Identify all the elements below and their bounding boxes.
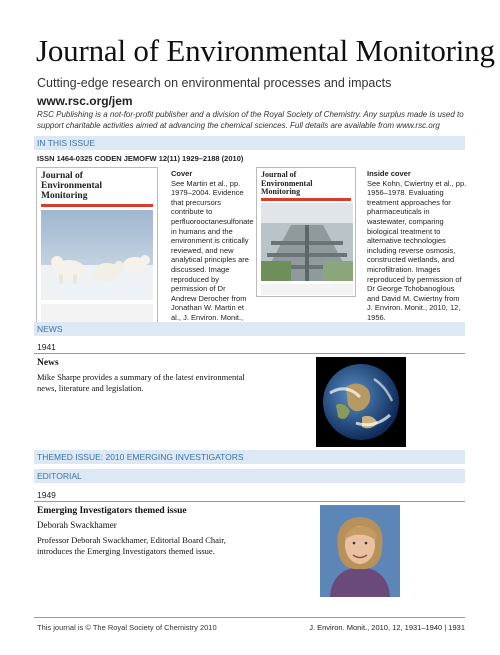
cover-caption <box>171 169 254 332</box>
thumbnail-journal-title: Journal of Environmental Monitoring <box>41 171 103 201</box>
section-heading: NEWS <box>37 324 63 334</box>
inside-cover-caption <box>367 169 467 323</box>
thumbnail-journal-title: Journal of Environmental Monitoring <box>261 170 313 196</box>
section-bar-in-this-issue <box>34 136 465 150</box>
cover-footer-strip <box>261 284 353 295</box>
editorial-body: Professor Deborah Swackhamer, Editorial Board Chair, introduces the Emerging Investigators themed issue. <box>37 535 226 556</box>
cover-text: See Martin et al., pp. 1979–2004. Evidence that precursors contribute to perfluorooctanesulfonate in humans and the environment is critically reviewed, and new analytical principles are discussed. Image reproduced by permission of Dr Andrew Derocher from Jonathan W. Martin et al., J. Environ. Monit., <box>171 178 254 322</box>
section-heading: IN THIS ISSUE <box>37 138 95 148</box>
editorial-author: Deborah Swackhamer <box>37 520 117 530</box>
cover-footer-strip <box>41 304 153 323</box>
earth-globe-image <box>316 357 406 447</box>
polar-bears-image <box>41 210 153 300</box>
author-portrait-image <box>320 505 400 597</box>
divider <box>34 501 465 502</box>
journal-subtitle: Cutting-edge research on environmental processes and impacts <box>37 76 392 90</box>
issn-line: ISSN 1464-0325 CODEN JEMOFW 12(11) 1929–2188 (2010) <box>37 154 244 163</box>
journal-url[interactable]: www.rsc.org/jem <box>37 94 133 108</box>
footer-citation: J. Environ. Monit., 2010, 12, 1931–1940 | 1931 <box>309 623 465 632</box>
section-bar-themed-issue <box>34 450 465 464</box>
news-title[interactable]: News <box>37 358 59 368</box>
news-body: Mike Sharpe provides a summary of the latest environmental news, literature and legislation. <box>37 372 245 393</box>
cover-red-strip <box>261 198 351 201</box>
section-bar-news <box>34 322 465 336</box>
inside-cover-thumbnail[interactable] <box>256 167 356 297</box>
journal-title: Journal of Environmental Monitoring <box>36 33 495 68</box>
divider <box>34 353 465 354</box>
inside-cover-text: See Kohn, Cwiertny et al., pp. 1956–1978. Evaluating treatment approaches for pharmaceuticals in wastewater, comparing biological treatment to alternative technologies including reverse osmosis, constructed wetlands, and microfiltration. Images reproduced by permission of Dr George Tchobanoglous and David M. Cwiertny from J. Environ. Monit., 2010, 12, 1956. <box>367 178 467 322</box>
section-heading: THEMED ISSUE: 2010 EMERGING INVESTIGATORS <box>37 452 244 462</box>
footer-copyright: This journal is © The Royal Society of Chemistry 2010 <box>37 623 217 632</box>
cover-label: Cover <box>171 169 193 178</box>
news-page-number: 1941 <box>37 342 56 352</box>
treatment-plant-image <box>261 203 353 281</box>
section-bar-editorial <box>34 469 465 483</box>
cover-red-strip <box>41 204 153 207</box>
editorial-page-number: 1949 <box>37 490 56 500</box>
editorial-title[interactable]: Emerging Investigators themed issue <box>37 506 187 516</box>
section-heading: EDITORIAL <box>37 471 82 481</box>
footer-divider <box>34 617 465 618</box>
inside-cover-label: Inside cover <box>367 169 411 178</box>
cover-thumbnail[interactable] <box>36 167 158 326</box>
publisher-note: RSC Publishing is a not-for-profit publisher and a division of the Royal Society of Chemistry. Any surplus made is used to support charitable activities aimed at advancing the chemical sciences. Full details are available from www.rsc.org <box>37 110 464 130</box>
